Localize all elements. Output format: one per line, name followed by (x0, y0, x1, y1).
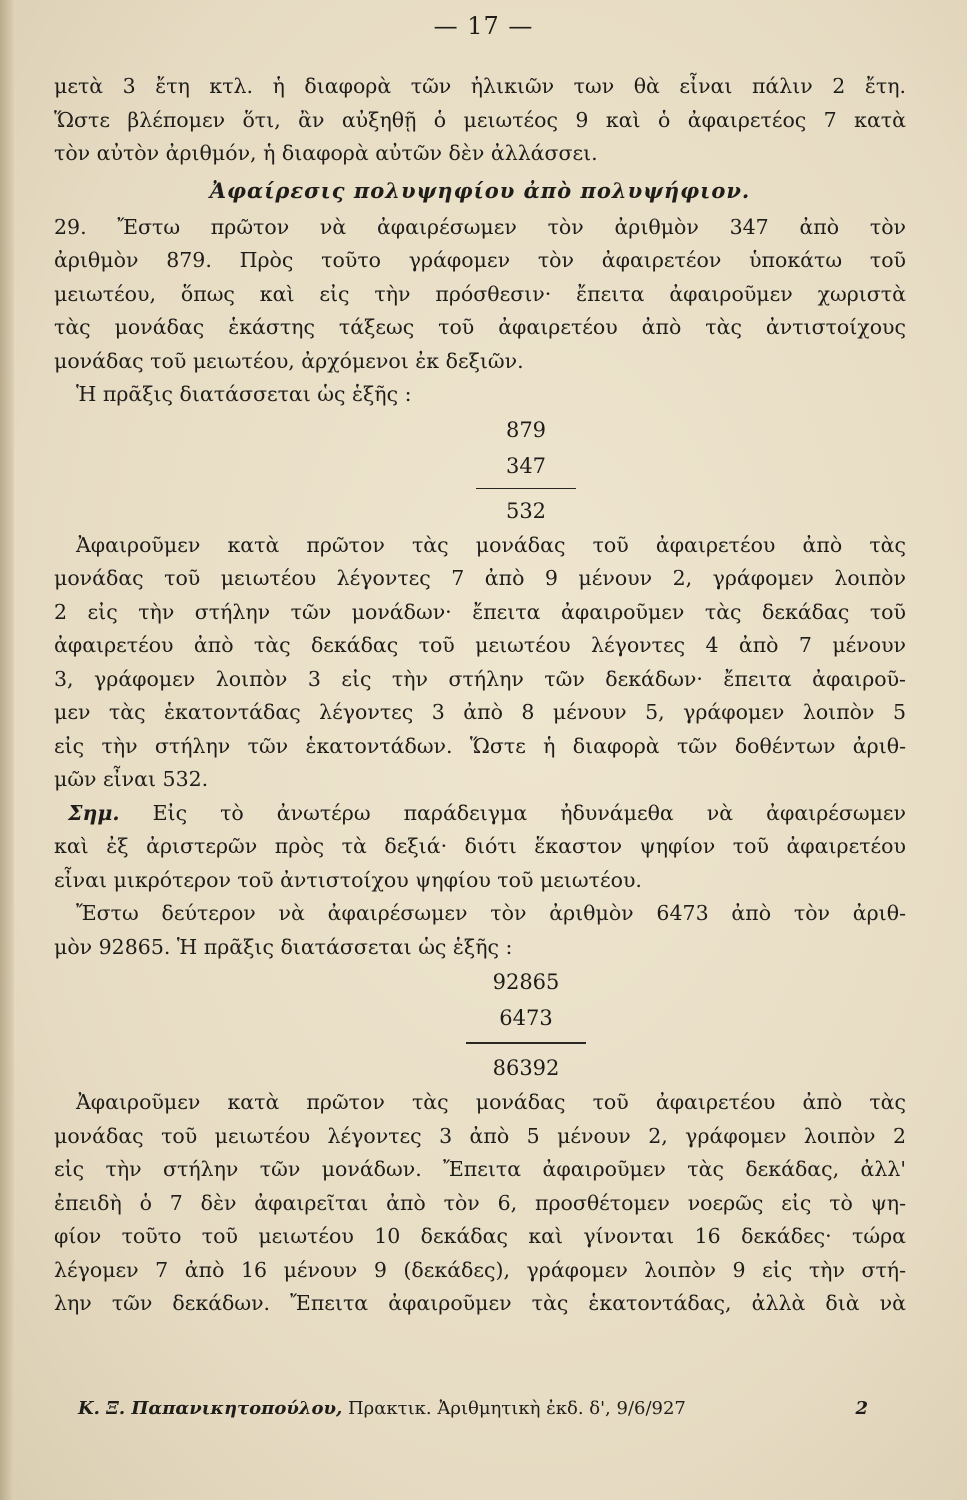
text-line: 2 εἰς τὴν στήλην τῶν μονάδων· ἔπειτα ἀφαιροῦμεν τὰς δεκάδας τοῦ (54, 599, 906, 624)
footer-author: Κ. Ξ. Παπανικητοπούλου, (78, 1398, 343, 1419)
text-line: λέγομεν 7 ἀπὸ 16 μένουν 9 (δεκάδες), γράφομεν λοιπὸν 9 εἰς τὴν στή- (54, 1257, 906, 1282)
text-line: μετὰ 3 ἔτη κτλ. ἡ διαφορὰ τῶν ἡλικιῶν των θὰ εἶναι πάλιν 2 ἔτη. (54, 74, 906, 98)
page-number: — 17 — (433, 12, 534, 40)
calc-result: 86392 (492, 1056, 560, 1080)
calc-rule (476, 488, 576, 489)
text-line: μῶν εἶναι 532. (54, 767, 209, 791)
text-line: εἰς τὴν στήλην τῶν μονάδων. Ἔπειτα ἀφαιροῦμεν τὰς δεκάδας, ἀλλ' (54, 1157, 906, 1181)
calc-rule (466, 1042, 586, 1044)
text-line: μεν τὰς ἑκατοντάδας λέγοντες 3 ἀπὸ 8 μένουν 5, γράφομεν λοιπὸν 5 (54, 700, 906, 724)
subtraction-example-1 (466, 412, 586, 529)
calc-minuend: 879 (505, 417, 547, 442)
calc-minuend: 92865 (492, 970, 560, 994)
page-content (54, 70, 906, 1321)
paragraph-29 (54, 211, 906, 412)
calc-subtrahend: 6473 (499, 1006, 553, 1030)
text-line: Ἀφαιροῦμεν κατὰ πρῶτον τὰς μονάδας τοῦ ἀφαιρετέου ἀπὸ τὰς (76, 532, 906, 557)
text-line: μονάδας τοῦ μειωτέου, ἀρχόμενοι ἐκ δεξιῶν. (54, 348, 524, 373)
text-line: μονάδας τοῦ μειωτέου λέγοντες 7 ἀπὸ 9 μένουν 2, γράφομεν λοιπὸν (54, 566, 906, 590)
text-line: ἀφαιρετέου ἀπὸ τὰς δεκάδας τοῦ μειωτέου λέγοντες 4 ἀπὸ 7 μένουν (54, 633, 906, 657)
text-line: εἰς τὴν στήλην τῶν ἑκατοντάδων. Ὥστε ἡ διαφορὰ τῶν δοθέντων ἀριθ- (54, 733, 906, 758)
subtraction-example-2 (466, 964, 586, 1086)
text-line: τὰς μονάδας ἑκάστης τάξεως τοῦ ἀφαιρετέου ἀπὸ τὰς ἀντιστοίχους (54, 315, 906, 339)
note (54, 797, 906, 898)
text-line: ἀριθμὸν 879. Πρὸς τοῦτο γράφομεν τὸν ἀφαιρετέον ὑποκάτω τοῦ (54, 248, 906, 272)
text-line: εἶναι μικρότερον τοῦ ἀντιστοίχου ψηφίου τοῦ μειωτέου. (54, 867, 642, 892)
text-line: μὸν 92865. Ἡ πρᾶξις διατάσσεται ὡς ἑξῆς : (54, 934, 513, 959)
text-line: τὸν αὐτὸν ἀριθμόν, ἡ διαφορὰ αὐτῶν δὲν ἀλλάσσει. (54, 141, 598, 165)
note-text: Εἰς τὸ ἀνωτέρω παράδειγμα ἠδυνάμεθα νὰ ἀφαιρέσωμεν (152, 800, 906, 825)
footer-citation (78, 1398, 686, 1419)
text-line: Ἀφαιροῦμεν κατὰ πρῶτον τὰς μονάδας τοῦ ἀφαιρετέου ἀπὸ τὰς (76, 1090, 906, 1114)
paragraph-explanation-2 (54, 1086, 906, 1321)
text-line: 3, γράφομεν λοιπὸν 3 εἰς τὴν στήλην τῶν δεκάδων· ἔπειτα ἀφαιροῦ- (54, 666, 906, 691)
text-line: λην τῶν δεκάδων. Ἔπειτα ἀφαιροῦμεν τὰς ἑκατοντάδας, ἀλλὰ διὰ νὰ (54, 1291, 906, 1315)
calc-subtrahend: 347 (505, 453, 547, 478)
text-line: ἐπειδὴ ὁ 7 δὲν ἀφαιρεῖται ἀπὸ τὸν 6, προσθέτομεν νοερῶς εἰς τὸ ψη- (54, 1190, 906, 1215)
text-line: Ὥστε βλέπομεν ὅτι, ἂν αὐξηθῇ ὁ μειωτέος 9 καὶ ὁ ἀφαιρετέος 7 κατὰ (54, 107, 906, 132)
text-line: Ἡ πρᾶξις διατάσσεται ὡς ἑξῆς : (76, 382, 412, 406)
paragraph-explanation-1 (54, 529, 906, 797)
page-footer (78, 1398, 868, 1419)
calc-result: 532 (505, 498, 547, 523)
section-heading: Ἀφαίρεσις πολυψηφίου ἀπὸ πολυψήφιον. (209, 177, 751, 203)
text-line: Ἔστω δεύτερον νὰ ἀφαιρέσωμεν τὸν ἀριθμὸν 6473 ἀπὸ τὸν ἀριθ- (76, 901, 906, 925)
footer-title: Πρακτικ. Ἀριθμητικὴ ἐκδ. δ', 9/6/927 (347, 1398, 686, 1419)
footer-signature-mark: 2 (855, 1398, 868, 1419)
note-label: Σημ. (68, 800, 120, 825)
text-line: 29. Ἔστω πρῶτον νὰ ἀφαιρέσωμεν τὸν ἀριθμὸν 347 ἀπὸ τὸν (54, 214, 906, 239)
text-line: φίον τοῦτο τοῦ μειωτέου 10 δεκάδας καὶ γίνονται 16 δεκάδες· τώρα (54, 1224, 906, 1248)
page-binding-edge (0, 0, 14, 1500)
paragraph-second-example (54, 897, 906, 964)
text-line: μειωτέου, ὅπως καὶ εἰς τὴν πρόσθεσιν· ἔπειτα ἀφαιροῦμεν χωριστὰ (54, 281, 906, 306)
text-line: μονάδας τοῦ μειωτέου λέγοντες 3 ἀπὸ 5 μένουν 2, γράφομεν λοιπὸν 2 (54, 1123, 906, 1148)
text-line: καὶ ἐξ ἀριστερῶν πρὸς τὰ δεξιά· διότι ἕκαστον ψηφίον τοῦ ἀφαιρετέου (54, 834, 906, 858)
text-line (54, 797, 906, 831)
paragraph-intro (54, 70, 906, 171)
